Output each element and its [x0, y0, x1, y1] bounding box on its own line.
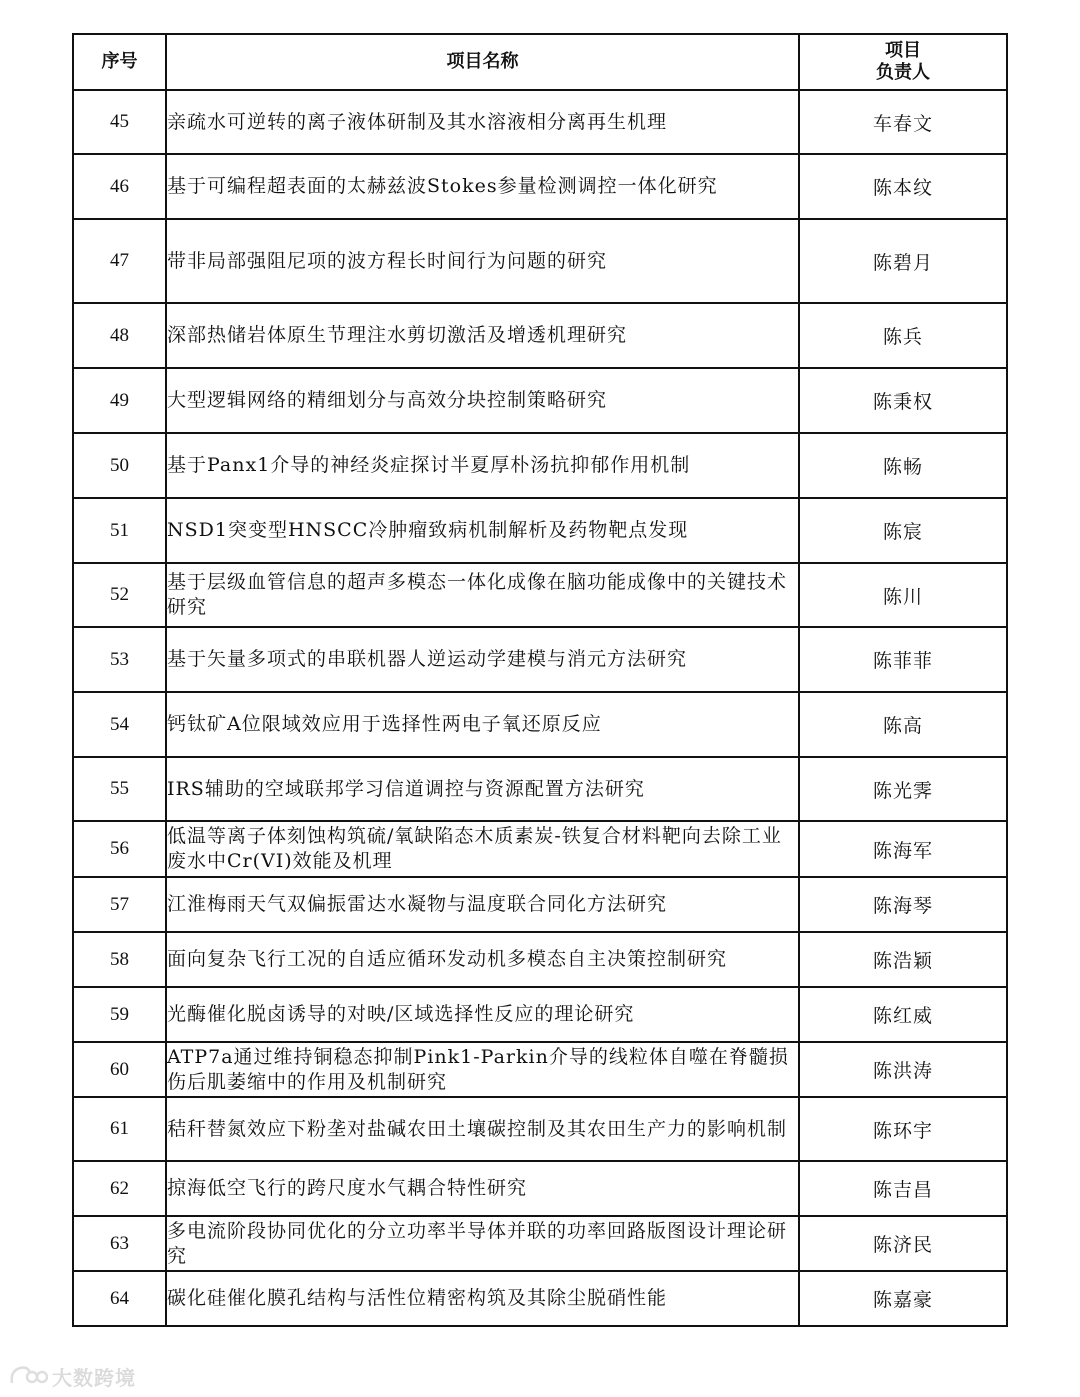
row-project-name: IRS辅助的空域联邦学习信道调控与资源配置方法研究 — [166, 757, 799, 821]
row-num: 50 — [73, 433, 166, 498]
row-num: 62 — [73, 1161, 166, 1216]
row-project-name: NSD1突变型HNSCC冷肿瘤致病机制解析及药物靶点发现 — [166, 498, 799, 563]
row-num: 53 — [73, 627, 166, 692]
table-row — [73, 1097, 1007, 1161]
table-row — [73, 1042, 1007, 1097]
table-row — [73, 692, 1007, 757]
table-row — [73, 303, 1007, 368]
row-project-name: 光酶催化脱卤诱导的对映/区域选择性反应的理论研究 — [166, 987, 799, 1042]
row-project-name: 基于Panx1介导的神经炎症探讨半夏厚朴汤抗抑郁作用机制 — [166, 433, 799, 498]
table-row — [73, 932, 1007, 987]
row-project-lead: 陈光霁 — [799, 757, 1007, 821]
row-project-lead: 陈秉权 — [799, 368, 1007, 433]
row-num: 54 — [73, 692, 166, 757]
row-project-lead: 陈红威 — [799, 987, 1007, 1042]
row-project-name: 秸秆替氮效应下粉垄对盐碱农田土壤碳控制及其农田生产力的影响机制 — [166, 1097, 799, 1161]
row-project-lead: 陈吉昌 — [799, 1161, 1007, 1216]
row-num: 59 — [73, 987, 166, 1042]
project-table — [72, 33, 1008, 1327]
row-project-lead: 陈兵 — [799, 303, 1007, 368]
watermark-text: 大数跨境 — [52, 1365, 136, 1390]
row-project-name: 基于矢量多项式的串联机器人逆运动学建模与消元方法研究 — [166, 627, 799, 692]
table-row — [73, 987, 1007, 1042]
row-project-lead: 陈济民 — [799, 1216, 1007, 1271]
row-project-lead: 陈海琴 — [799, 877, 1007, 932]
row-num: 52 — [73, 563, 166, 627]
row-project-lead: 陈宸 — [799, 498, 1007, 563]
row-project-name: 钙钛矿A位限域效应用于选择性两电子氧还原反应 — [166, 692, 799, 757]
row-project-lead: 陈碧月 — [799, 219, 1007, 303]
row-num: 49 — [73, 368, 166, 433]
table-row — [73, 821, 1007, 877]
row-project-lead: 陈高 — [799, 692, 1007, 757]
row-project-lead: 车春文 — [799, 90, 1007, 154]
table-row — [73, 877, 1007, 932]
row-project-name: 多电流阶段协同优化的分立功率半导体并联的功率回路版图设计理论研究 — [166, 1216, 799, 1271]
table-row — [73, 219, 1007, 303]
row-num: 46 — [73, 154, 166, 219]
table-row — [73, 563, 1007, 627]
table-row — [73, 757, 1007, 821]
row-project-name: 基于层级血管信息的超声多模态一体化成像在脑功能成像中的关键技术研究 — [166, 563, 799, 627]
row-project-lead: 陈菲菲 — [799, 627, 1007, 692]
table-body — [73, 90, 1007, 1326]
row-project-name: 低温等离子体刻蚀构筑硫/氧缺陷态木质素炭-铁复合材料靶向去除工业废水中Cr(VI)效能及机理 — [166, 821, 799, 877]
row-project-name: 基于可编程超表面的太赫兹波Stokes参量检测调控一体化研究 — [166, 154, 799, 219]
table-row — [73, 498, 1007, 563]
row-project-name: 带非局部强阻尼项的波方程长时间行为问题的研究 — [166, 219, 799, 303]
row-num: 45 — [73, 90, 166, 154]
row-project-name: ATP7a通过维持铜稳态抑制Pink1-Parkin介导的线粒体自噬在脊髓损伤后肌萎缩中的作用及机制研究 — [166, 1042, 799, 1097]
row-num: 61 — [73, 1097, 166, 1161]
table-row — [73, 1161, 1007, 1216]
row-project-lead: 陈川 — [799, 563, 1007, 627]
row-num: 58 — [73, 932, 166, 987]
row-project-name: 碳化硅催化膜孔结构与活性位精密构筑及其除尘脱硝性能 — [166, 1271, 799, 1326]
header-lead-line2: 负责人 — [876, 62, 930, 83]
row-project-lead: 陈洪涛 — [799, 1042, 1007, 1097]
watermark — [8, 1362, 136, 1390]
table-row — [73, 154, 1007, 219]
row-project-lead: 陈环宇 — [799, 1097, 1007, 1161]
table-row — [73, 1271, 1007, 1326]
row-project-name: 面向复杂飞行工况的自适应循环发动机多模态自主决策控制研究 — [166, 932, 799, 987]
header-num: 序号 — [73, 34, 166, 90]
row-num: 60 — [73, 1042, 166, 1097]
row-num: 51 — [73, 498, 166, 563]
row-project-lead: 陈海军 — [799, 821, 1007, 877]
table-row — [73, 433, 1007, 498]
row-project-lead: 陈浩颖 — [799, 932, 1007, 987]
table-header-row — [73, 34, 1007, 90]
row-project-lead: 陈畅 — [799, 433, 1007, 498]
row-project-name: 江淮梅雨天气双偏振雷达水凝物与温度联合同化方法研究 — [166, 877, 799, 932]
table-row — [73, 1216, 1007, 1271]
row-num: 63 — [73, 1216, 166, 1271]
row-project-name: 掠海低空飞行的跨尺度水气耦合特性研究 — [166, 1161, 799, 1216]
header-lead-line1: 项目 — [885, 40, 921, 61]
row-project-lead: 陈嘉豪 — [799, 1271, 1007, 1326]
row-num: 47 — [73, 219, 166, 303]
table-row — [73, 368, 1007, 433]
row-num: 57 — [73, 877, 166, 932]
dashu-logo-icon — [8, 1363, 48, 1389]
row-num: 55 — [73, 757, 166, 821]
row-num: 48 — [73, 303, 166, 368]
header-name: 项目名称 — [166, 34, 799, 90]
table-row — [73, 90, 1007, 154]
row-project-lead: 陈本纹 — [799, 154, 1007, 219]
row-num: 56 — [73, 821, 166, 877]
row-project-name: 亲疏水可逆转的离子液体研制及其水溶液相分离再生机理 — [166, 90, 799, 154]
row-project-name: 深部热储岩体原生节理注水剪切激活及增透机理研究 — [166, 303, 799, 368]
header-lead — [799, 34, 1007, 90]
row-num: 64 — [73, 1271, 166, 1326]
table-row — [73, 627, 1007, 692]
row-project-name: 大型逻辑网络的精细划分与高效分块控制策略研究 — [166, 368, 799, 433]
